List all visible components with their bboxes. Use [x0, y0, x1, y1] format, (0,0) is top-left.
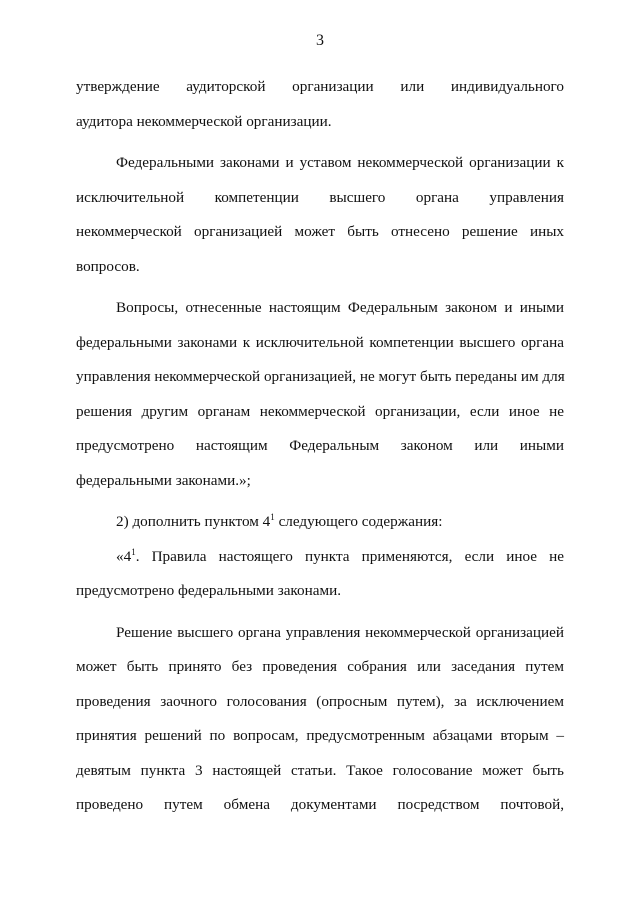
- page-number: 3: [316, 32, 324, 49]
- text-line: федеральными законами к исключительной компетенции высшего органа: [76, 333, 564, 351]
- paragraph-1: [76, 70, 564, 139]
- paragraph-6: [76, 616, 564, 823]
- text-line: проведения заочного голосования (опросным путем), за исключением: [76, 692, 564, 710]
- text-line: может быть принято без проведения собрания или заседания путем: [76, 658, 564, 675]
- amendment-instruction: [76, 505, 564, 540]
- paragraph-4: [76, 505, 564, 540]
- superscript: 1: [131, 546, 136, 557]
- text-run: следующего содержания:: [274, 513, 443, 530]
- text-line: предусмотрено федеральными законами.: [76, 582, 342, 599]
- text-run: «4: [116, 547, 132, 565]
- text-run: . Правила настоящего пункта применяются, если иное не: [135, 547, 564, 565]
- paragraph-5: [76, 540, 564, 609]
- superscript: 1: [270, 512, 275, 522]
- paragraph-3: [76, 291, 564, 498]
- text-line: Решение высшего органа управления некоммерческой организацией: [116, 623, 564, 641]
- text-line: проведено путем обмена документами посредством почтовой,: [76, 796, 564, 813]
- text-line: утверждение аудиторской организации или индивидуального: [76, 78, 564, 95]
- paragraph-2: [76, 146, 564, 284]
- text-line: предусмотрено настоящим Федеральным законом или иными: [76, 437, 564, 454]
- text-line: вопросов.: [76, 257, 140, 275]
- text-line: решения другим органам некоммерческой организации, если иное не: [76, 402, 564, 420]
- clause-first-line: [76, 540, 564, 575]
- text-line: некоммерческой организацией может быть отнесено решение иных: [76, 223, 564, 240]
- text-run: 2) дополнить пунктом 4: [116, 513, 271, 530]
- text-line: Вопросы, отнесенные настоящим Федеральным законом и иными: [116, 299, 564, 316]
- text-line: принятия решений по вопросам, предусмотренным абзацами вторым –: [76, 727, 564, 744]
- text-line: аудитора некоммерческой организации.: [76, 112, 332, 130]
- text-line: девятым пункта 3 настоящей статьи. Такое голосование может быть: [76, 761, 564, 779]
- text-line: Федеральными законами и уставом некоммерческой организации к: [116, 154, 564, 171]
- document-body: [76, 70, 564, 823]
- text-line: исключительной компетенции высшего органа управления: [76, 188, 564, 206]
- text-line: управления некоммерческой организацией, не могут быть переданы им для: [76, 368, 565, 385]
- text-line: федеральными законами.»;: [76, 471, 251, 489]
